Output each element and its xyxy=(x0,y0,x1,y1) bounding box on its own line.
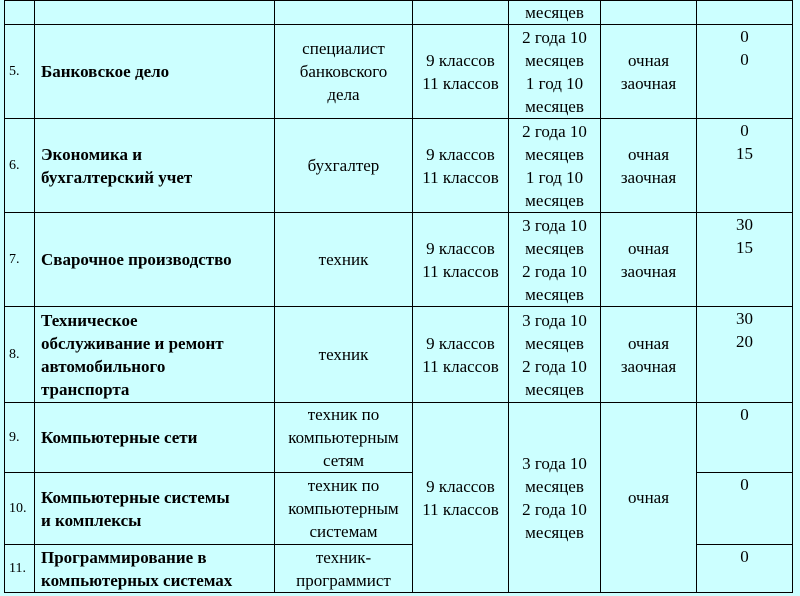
cell-base xyxy=(413,1,509,25)
qualification: бухгалтер xyxy=(275,119,413,213)
table-row-partial xyxy=(5,1,793,25)
table-row xyxy=(5,213,793,307)
qualification: техник по компьютерным сетям xyxy=(275,403,413,473)
qualification: специалист банковского дела xyxy=(275,25,413,119)
study-form: очная заочная xyxy=(601,213,697,307)
study-duration: 3 года 10 месяцев 2 года 10 месяцев xyxy=(509,213,601,307)
specialty-name: Компьютерные сети xyxy=(35,403,275,473)
table-row xyxy=(5,307,793,403)
table-row xyxy=(5,403,793,473)
education-base: 9 классов 11 классов xyxy=(413,25,509,119)
places: 0 xyxy=(697,473,793,545)
row-number: 8. xyxy=(5,307,35,403)
education-base: 9 классов 11 классов xyxy=(413,213,509,307)
study-form: очная заочная xyxy=(601,119,697,213)
table-row xyxy=(5,25,793,119)
education-base-merged: 9 классов 11 классов xyxy=(413,403,509,593)
places: 0 xyxy=(697,403,793,473)
places: 30 15 xyxy=(697,213,793,307)
study-duration: 2 года 10 месяцев 1 год 10 месяцев xyxy=(509,25,601,119)
specialties-table xyxy=(4,0,793,593)
places: 0 xyxy=(697,545,793,593)
places: 30 20 xyxy=(697,307,793,403)
specialty-name: Программирование в компьютерных системах xyxy=(35,545,275,593)
cell-name xyxy=(35,1,275,25)
row-number: 6. xyxy=(5,119,35,213)
qualification: техник- программист xyxy=(275,545,413,593)
table-row xyxy=(5,119,793,213)
study-form-merged: очная xyxy=(601,403,697,593)
study-form: очная заочная xyxy=(601,25,697,119)
study-form: очная заочная xyxy=(601,307,697,403)
cell-duration: месяцев xyxy=(509,1,601,25)
specialty-name: Банковское дело xyxy=(35,25,275,119)
education-base: 9 классов 11 классов xyxy=(413,119,509,213)
qualification: техник xyxy=(275,213,413,307)
row-number: 10. xyxy=(5,473,35,545)
cell-num xyxy=(5,1,35,25)
study-duration: 3 года 10 месяцев 2 года 10 месяцев xyxy=(509,307,601,403)
row-number: 5. xyxy=(5,25,35,119)
specialty-name: Экономика и бухгалтерский учет xyxy=(35,119,275,213)
places: 0 0 xyxy=(697,25,793,119)
places: 0 15 xyxy=(697,119,793,213)
cell-places xyxy=(697,1,793,25)
study-duration: 2 года 10 месяцев 1 год 10 месяцев xyxy=(509,119,601,213)
row-number: 11. xyxy=(5,545,35,593)
study-duration-merged: 3 года 10 месяцев 2 года 10 месяцев xyxy=(509,403,601,593)
specialty-name: Техническое обслуживание и ремонт автомобильного транспорта xyxy=(35,307,275,403)
cell-qualification xyxy=(275,1,413,25)
specialty-name: Сварочное производство xyxy=(35,213,275,307)
qualification: техник xyxy=(275,307,413,403)
education-base: 9 классов 11 классов xyxy=(413,307,509,403)
row-number: 7. xyxy=(5,213,35,307)
row-number: 9. xyxy=(5,403,35,473)
qualification: техник по компьютерным системам xyxy=(275,473,413,545)
specialty-name: Компьютерные системы и комплексы xyxy=(35,473,275,545)
cell-form xyxy=(601,1,697,25)
